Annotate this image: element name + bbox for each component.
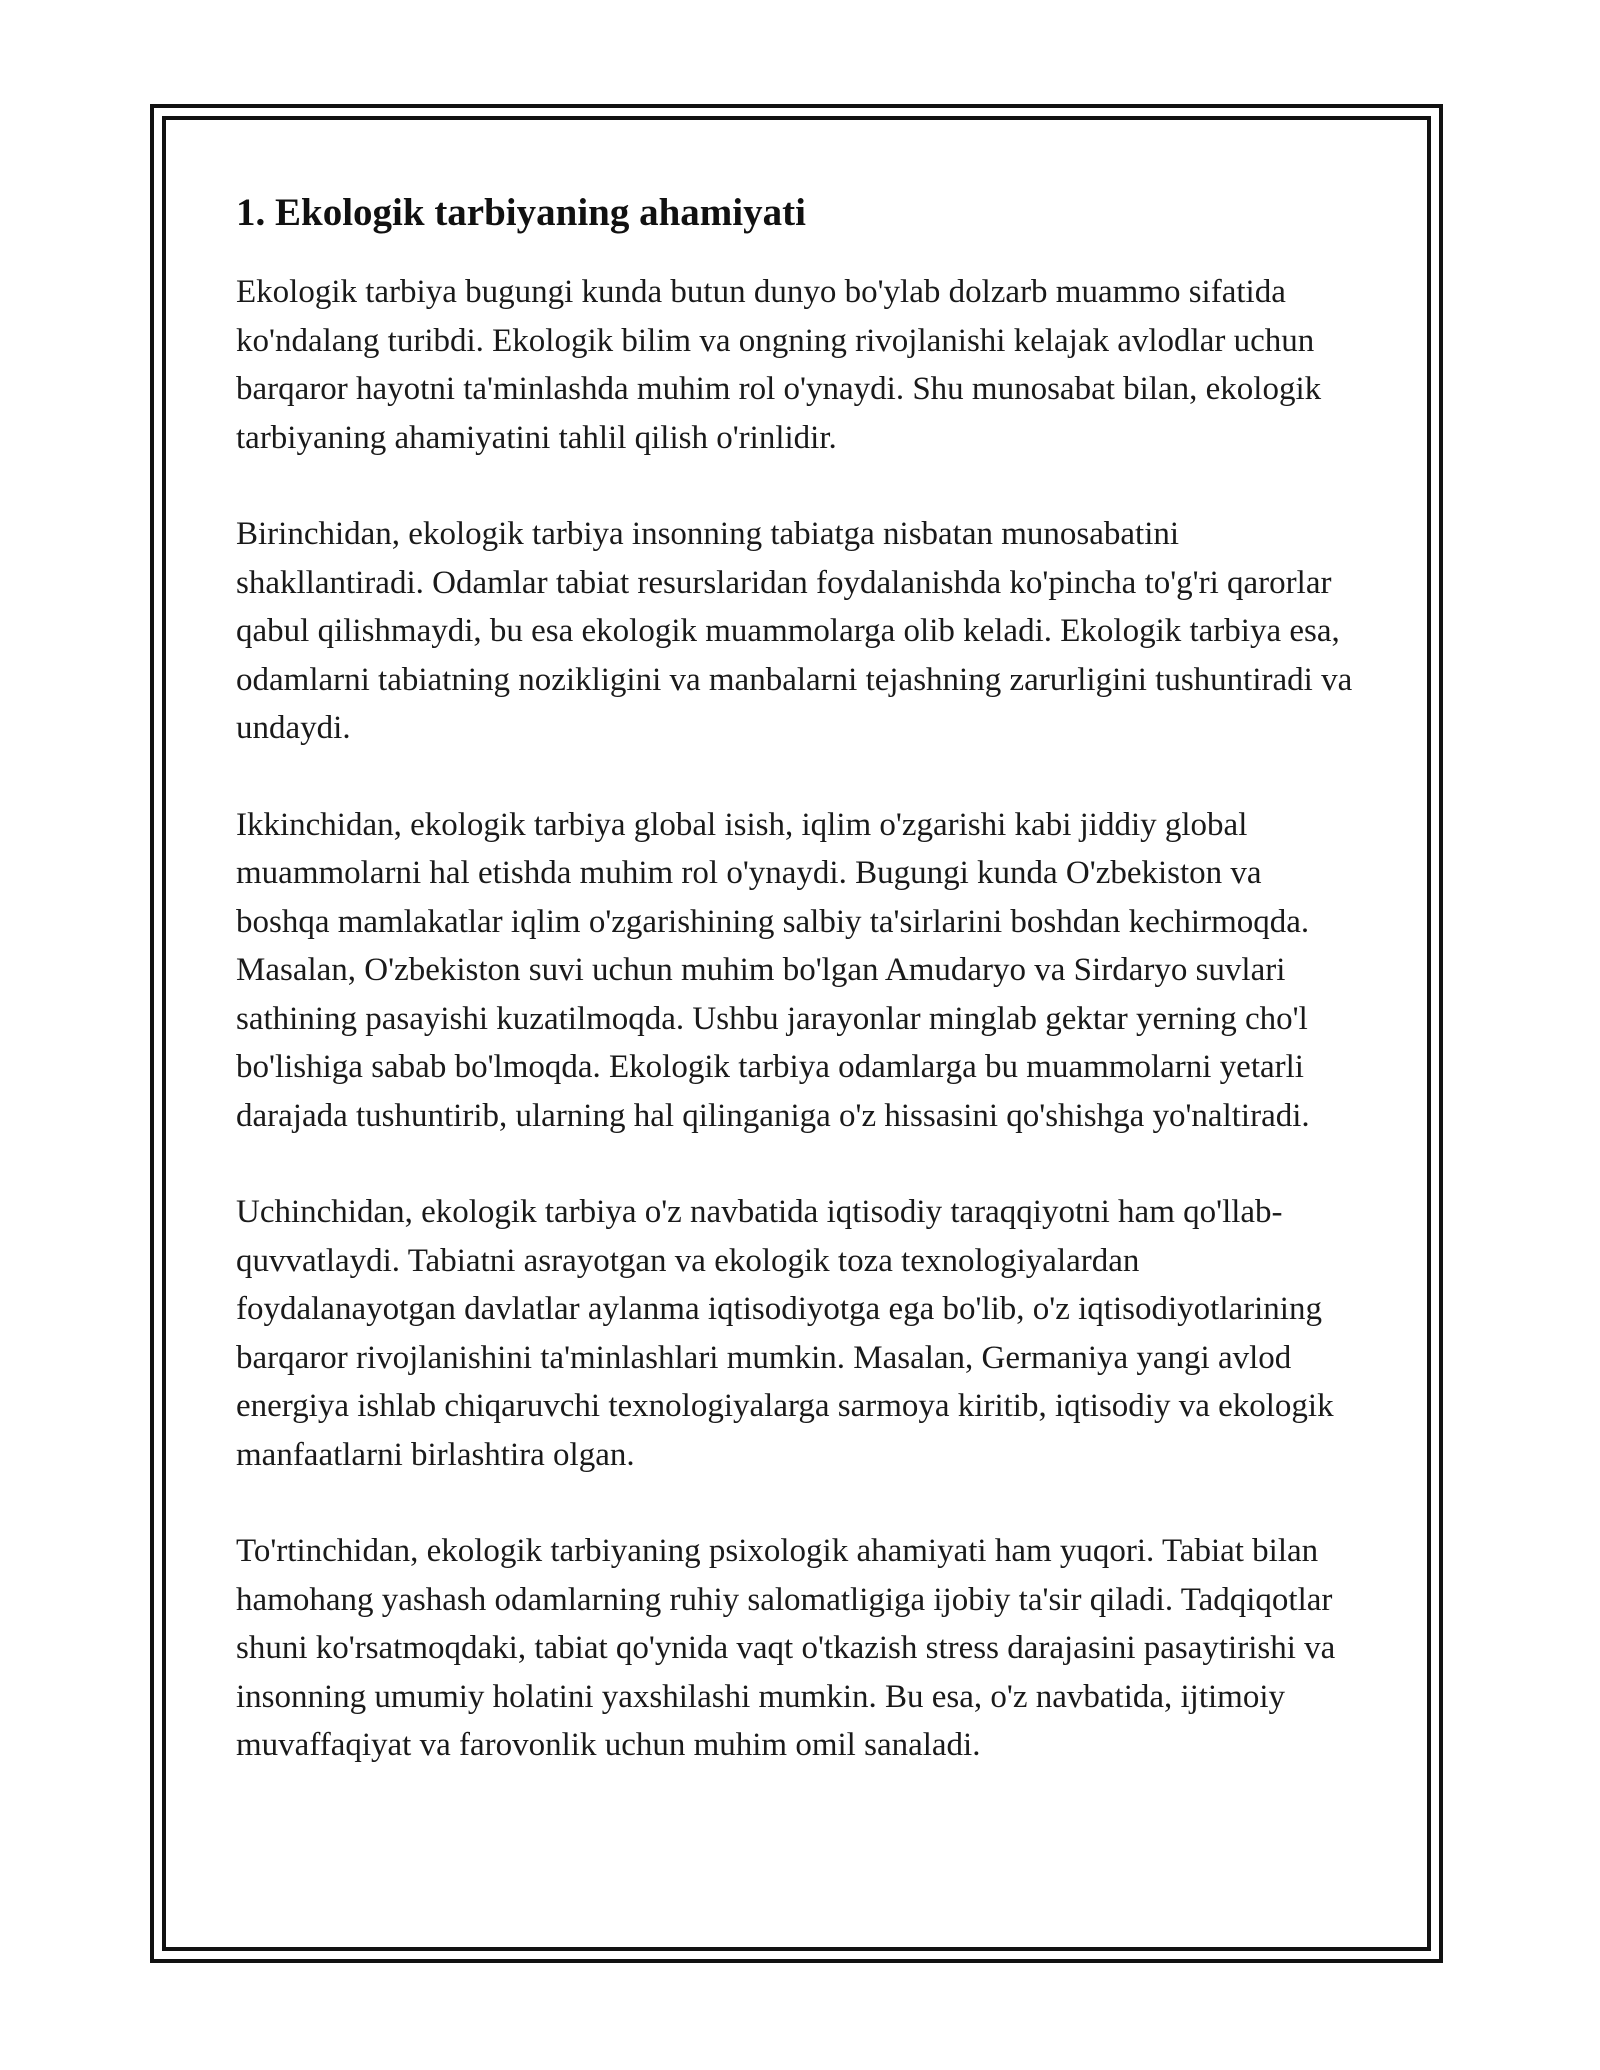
- document-content: [236, 188, 1361, 1770]
- paragraph-third: Uchinchidan, ekologik tarbiya o'z navbatida iqtisodiy taraqqiyotni ham qo'llab-quvvatlaydi. Tabiatni asrayotgan va ekologik toza texnologiyalardan foydalanayotgan davlatlar aylanma iqtisodiyotga ega bo'lib, o'z iqtisodiyotlarining barqaror rivojlanishini ta'minlashlari mumkin. Masalan, Germaniya yangi avlod energiya ishlab chiqaruvchi texnologiyalarga sarmoya kiritib, iqtisodiy va ekologik manfaatlarni birlashtira olgan.: [236, 1194, 1334, 1473]
- paragraph-second: Ikkinchidan, ekologik tarbiya global isish, iqlim o'zgarishi kabi jiddiy global muammolarni hal etishda muhim rol o'ynaydi. Bugungi kunda O'zbekiston va boshqa mamlakatlar iqlim o'zgarishining salbiy ta'sirlarini boshdan kechirmoqda. Masalan, O'zbekiston suvi uchun muhim bo'lgan Amudaryo va Sirdaryo suvlari sathining pasayishi kuzatilmoqda. Ushbu jarayonlar minglab gektar yerning cho'l bo'lishiga sabab bo'lmoqda. Ekologik tarbiya odamlarga bu muammolarni yetarli darajada tushuntirib, ularning hal qilinganiga o'z hissasini qo'shishga yo'naltiradi.: [236, 806, 1310, 1134]
- paragraph-first: Birinchidan, ekologik tarbiya insonning tabiatga nisbatan munosabatini shakllantiradi. Odamlar tabiat resurslaridan foydalanishda ko'pincha to'g'ri qarorlar qabul qilishmaydi, bu esa ekologik muammolarga olib keladi. Ekologik tarbiya esa, odamlarni tabiatning nozikligini va manbalarni tejashning zarurligini tushuntiradi va undaydi.: [236, 516, 1353, 746]
- section-heading: 1. Ekologik tarbiyaning ahamiyati: [236, 191, 806, 234]
- paragraph-intro: Ekologik tarbiya bugungi kunda butun dunyo bo'ylab dolzarb muammo sifatida ko'ndalang turibdi. Ekologik bilim va ongning rivojlanishi kelajak avlodlar uchun barqaror hayotni ta'minlashda muhim rol o'ynaydi. Shu munosabat bilan, ekologik tarbiyaning ahamiyatini tahlil qilish o'rinlidir.: [236, 274, 1322, 456]
- paragraph-fourth: To'rtinchidan, ekologik tarbiyaning psixologik ahamiyati ham yuqori. Tabiat bilan hamohang yashash odamlarning ruhiy salomatligiga ijobiy ta'sir qiladi. Tadqiqotlar shuni ko'rsatmoqdaki, tabiat qo'ynida vaqt o'tkazish stress darajasini pasaytirishi va insonning umumiy holatini yaxshilashi mumkin. Bu esa, o'z navbatida, ijtimoiy muvaffaqiyat va farovonlik uchun muhim omil sanaladi.: [236, 1533, 1336, 1763]
